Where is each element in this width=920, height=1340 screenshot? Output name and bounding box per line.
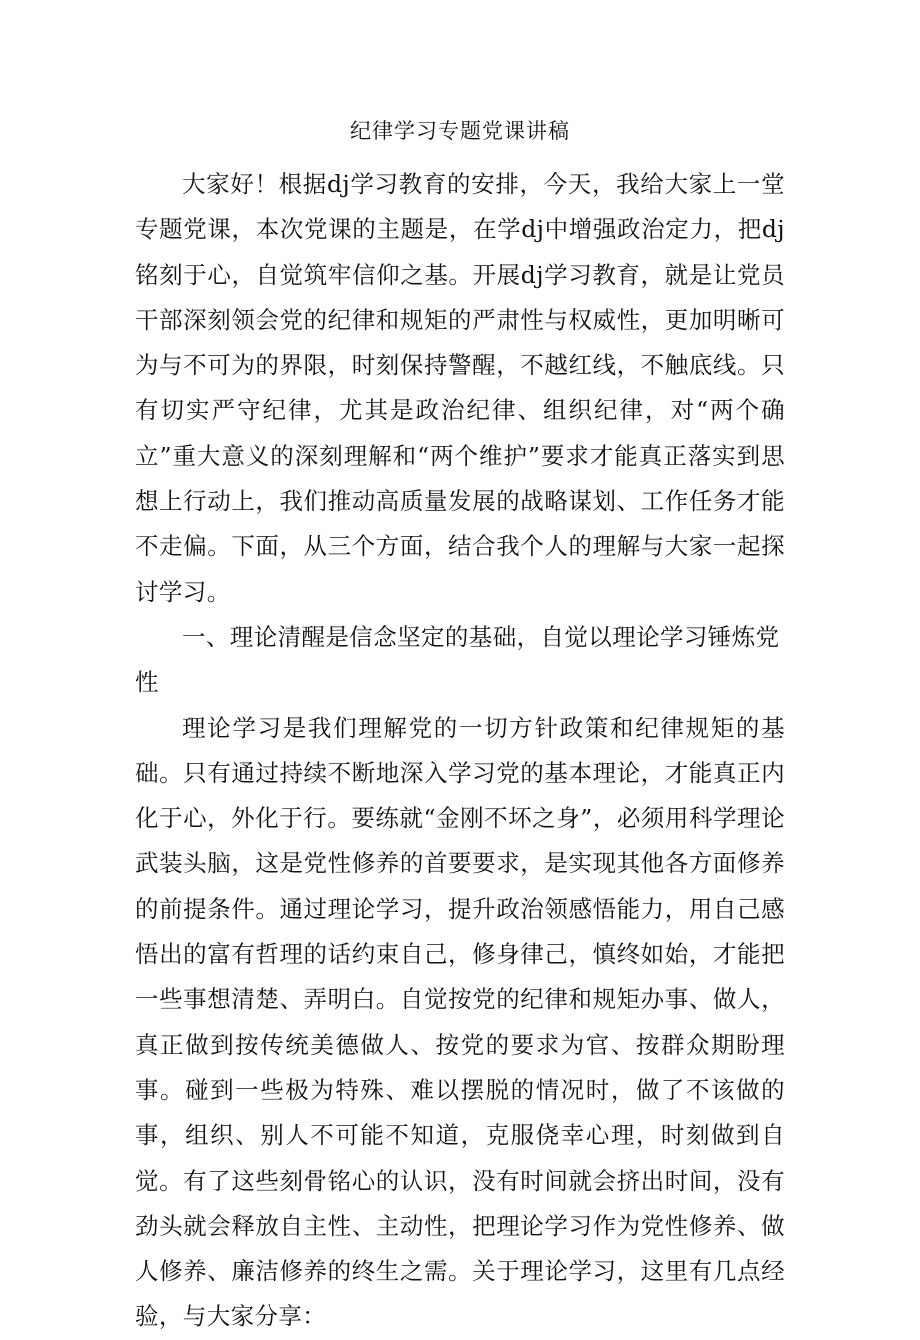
intro-paragraph: 大家好！根据dj学习教育的安排，今天，我给大家上一堂专题党课，本次党课的主题是，在学dj中增强政治定力，把dj铭刻于心，自觉筑牢信仰之基。开展dj学习教育，就是让党员干部深刻领会党的纪律和规矩的严肃性与权威性，更加明晰可为与不可为的界限，时刻保持警醒，不越红线，不触底线。只有切实严守纪律，尤其是政治纪律、组织纪律，对“两个确立”重大意义的深刻理解和“两个维护”要求才能真正落实到思想上行动上，我们推动高质量发展的战略谋划、工作任务才能不走偏。下面，从三个方面，结合我个人的理解与大家一起探讨学习。: [135, 170, 785, 606]
section-1-heading: 一、理论清醒是信念坚定的基础，自觉以理论学习锤炼党性: [135, 622, 780, 697]
section-1-paragraph: 理论学习是我们理解党的一切方针政策和纪律规矩的基础。只有通过持续不断地深入学习党的基本理论，才能真正内化于心，外化于行。要练就“金刚不坏之身”，必须用科学理论武装头脑，这是党性修养的首要要求，是实现其他各方面修养的前提条件。通过理论学习，提升政治领感悟能力，用自己感悟出的富有哲理的话约束自己，修身律己，慎终如始，才能把一些事想清楚、弄明白。自觉按党的纪律和规矩办事、做人，真正做到按传统美德做人、按党的要求为官、按群众期盼理事。碰到一些极为特殊、难以摆脱的情况时，做了不该做的事，组织、别人不可能不知道，克服侥幸心理，时刻做到自觉。有了这些刻骨铭心的认识，没有时间就会挤出时间，没有劲头就会释放自主性、主动性，把理论学习作为党性修养、做人修养、廉洁修养的终生之需。关于理论学习，这里有几点经验，与大家分享：: [135, 713, 785, 1331]
document-body: [135, 162, 785, 1340]
document-title: 纪律学习专题党课讲稿: [350, 119, 570, 143]
